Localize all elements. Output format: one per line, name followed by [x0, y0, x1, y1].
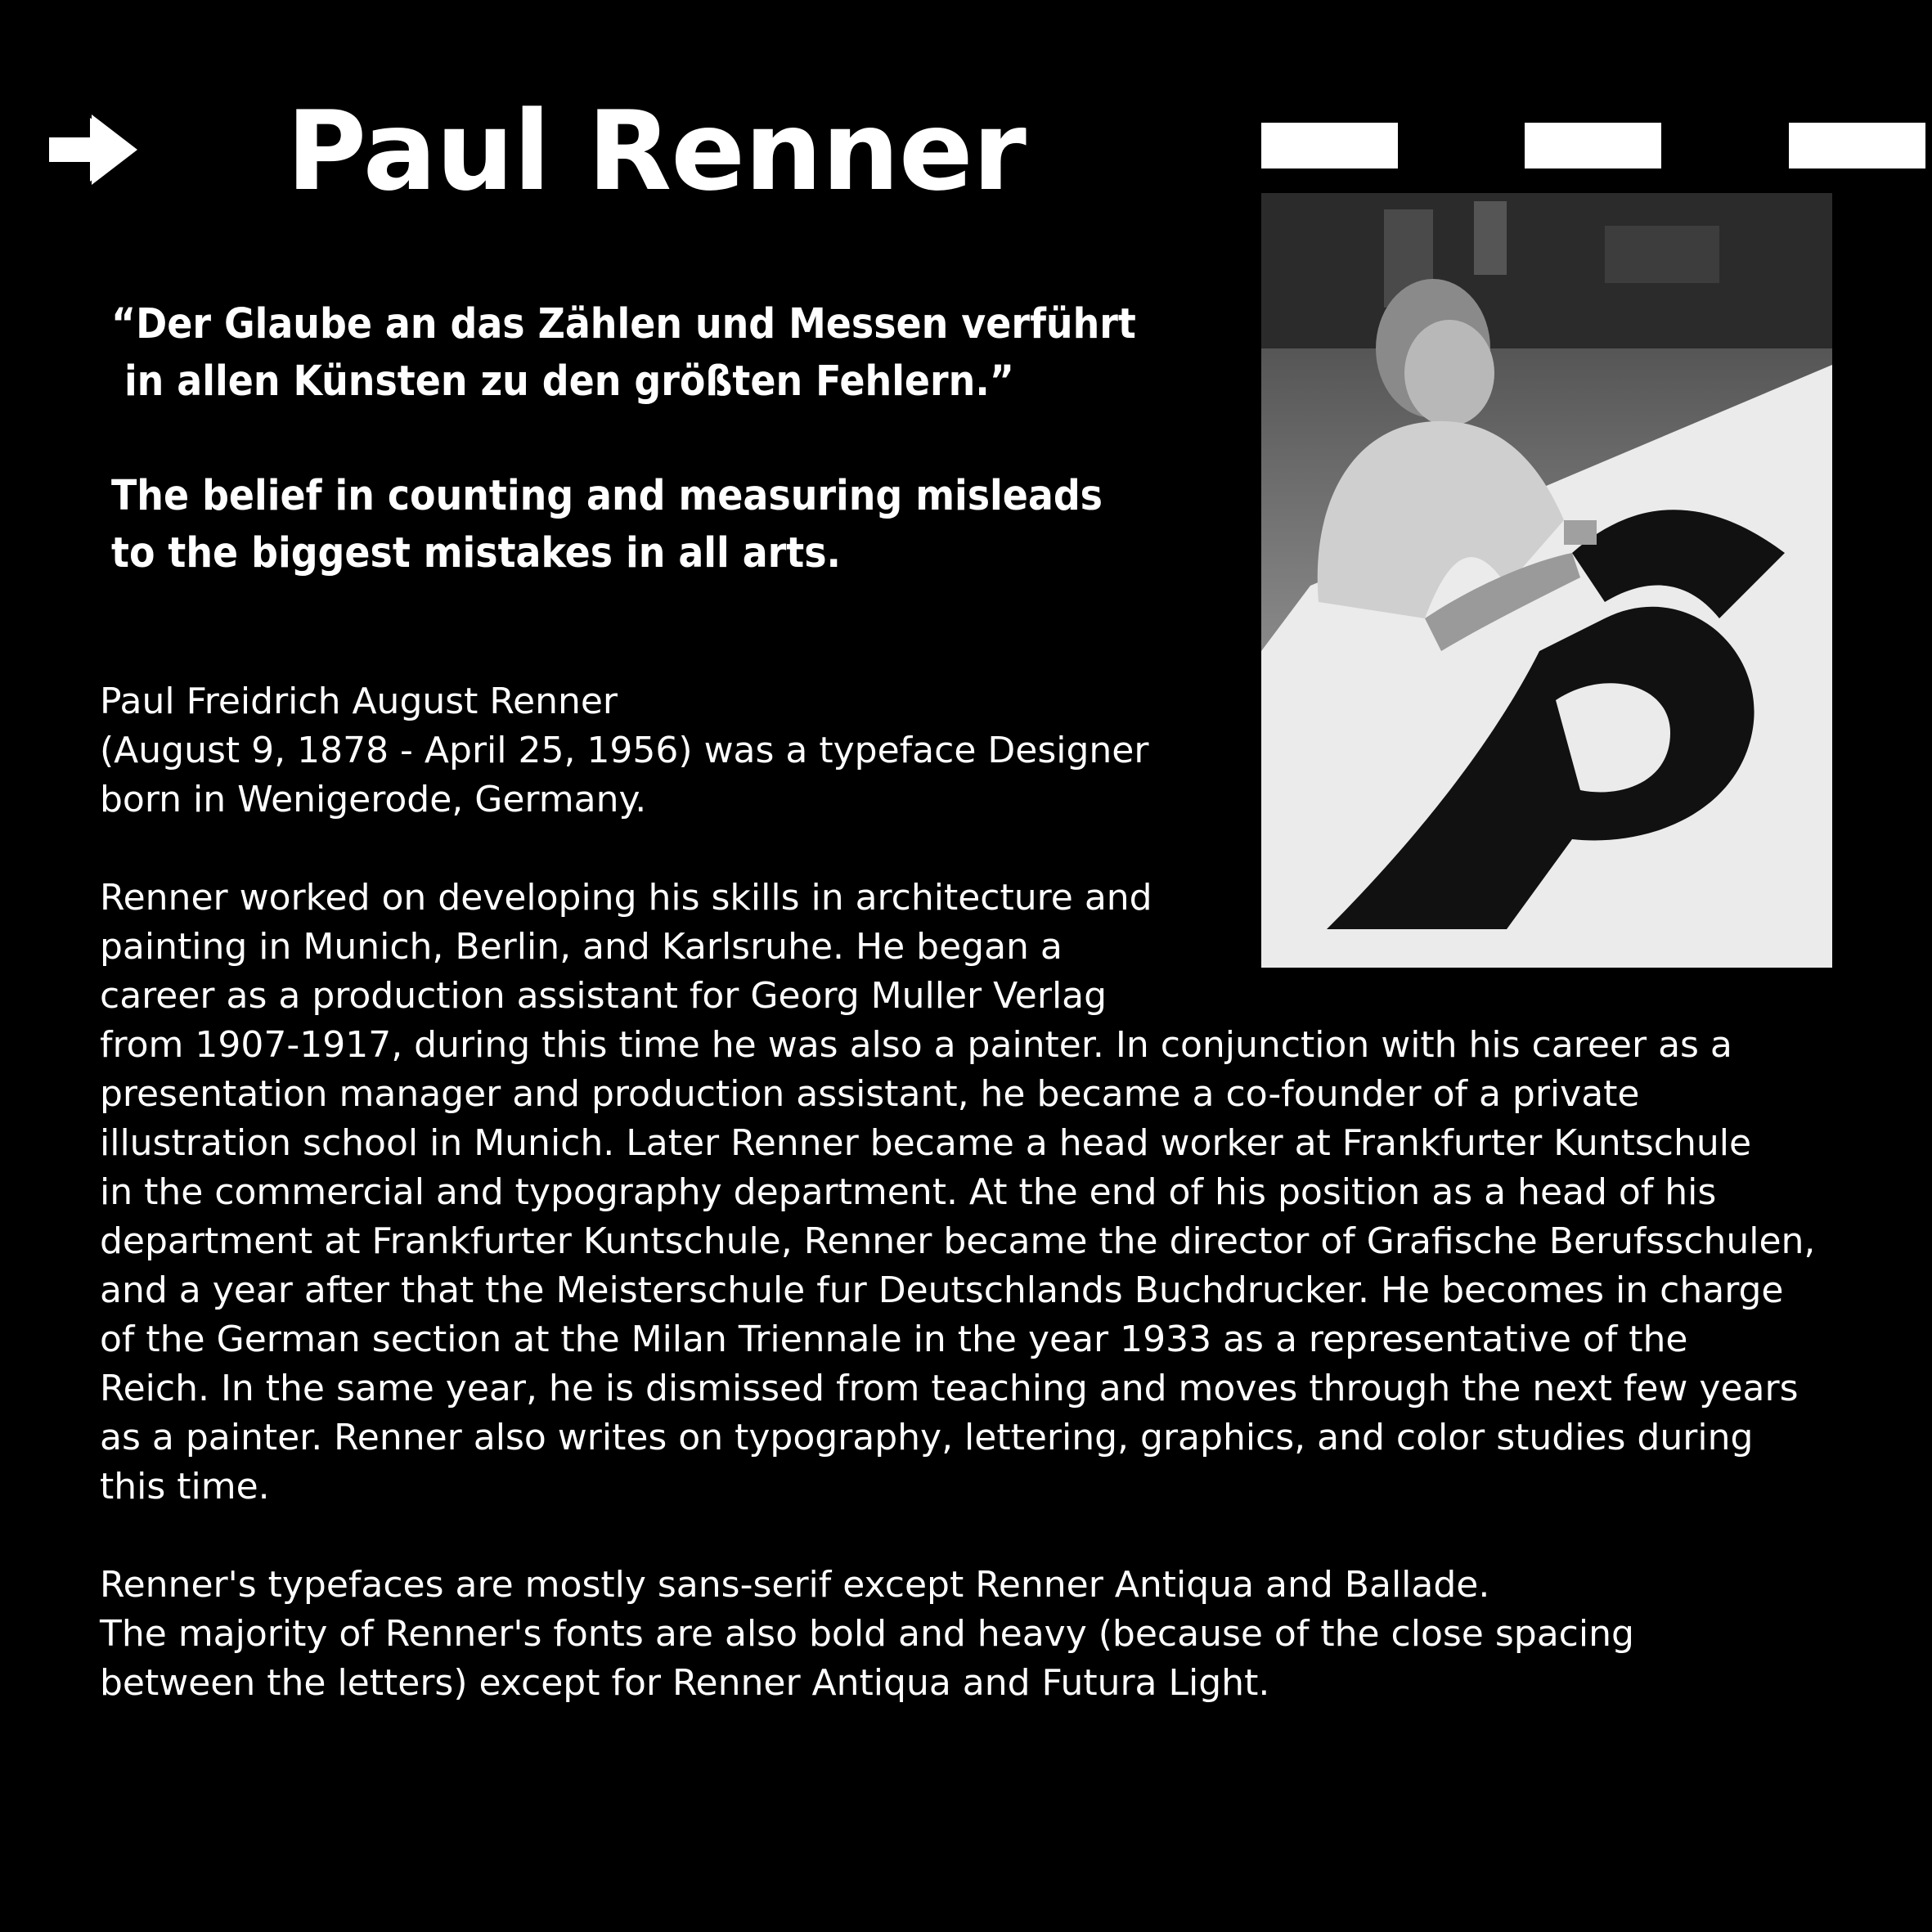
bio-intro: Paul Freidrich August Renner (August 9, 1878 - April 25, 1956) was a typeface Designer born in Wenigerode, Germany. [100, 681, 1149, 820]
portrait-photo [1261, 193, 1832, 968]
decorative-bar [1789, 123, 1925, 168]
bio-career: Renner worked on developing his skills in architecture and painting in Munich, Berlin, and Karlsruhe. He began a career as a production assistant for Georg Muller Verlag from 1907-1917, during this time he was also a painter. In conjunction with his career as a presentation manager and production assistant, he became a co-founder of a private illustration school in Munich. Later Renner became a head worker at Frankfurter Kuntschule in the commercial and typography department. At the end of his position as a head of his department at Frankfurter Kuntschule, Renner became the director of Grafische Berufsschulen, and a year after that the Meisterschule fur Deutschlands Buchdrucker. He becomes in charge of the German section at the Milan Triennale in the year 1933 as a representative of the Reich. In the same year, he is dismissed from teaching and moves through the next few years as a painter. Renner also writes on typography, lettering, graphics, and color studies during this time. [100, 877, 1816, 1507]
german-quote: “Der Glaube an das Zählen und Messen verführt in allen Künsten zu den größten Fehlern.” [111, 300, 1136, 406]
decorative-bar [1525, 123, 1661, 168]
english-quote: The belief in counting and measuring misleads to the biggest mistakes in all arts. [111, 472, 1103, 577]
decorative-bar [1261, 123, 1398, 168]
page-title: Paul Renner [286, 88, 1026, 215]
right-arrow-icon [49, 115, 137, 185]
bio-typefaces: Renner's typefaces are mostly sans-serif except Renner Antiqua and Ballade. The majority of Renner's fonts are also bold and heavy (because of the close spacing between the letters) except for Renner Antiqua and Futura Light. [100, 1564, 1634, 1704]
